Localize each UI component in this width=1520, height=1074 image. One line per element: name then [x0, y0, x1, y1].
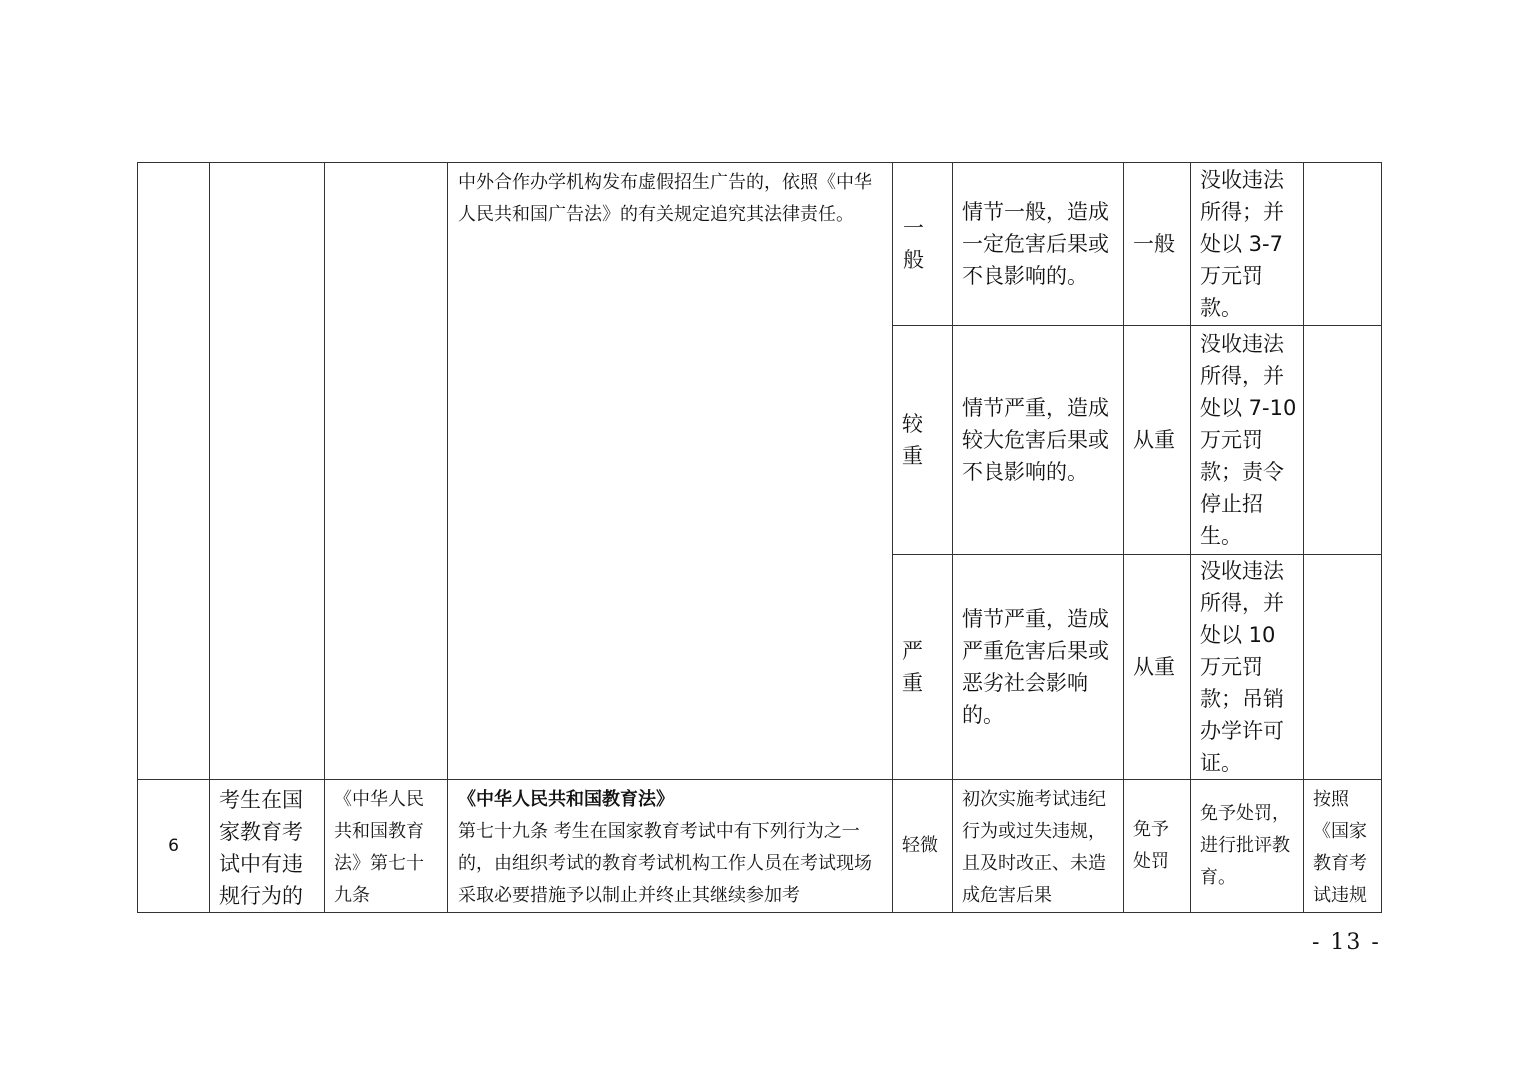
page-number: - 13 -	[1312, 930, 1381, 955]
penalty-text: 没收违法所得，并处以 10 万元罚款；吊销办学许可证。	[1191, 555, 1304, 780]
tier-label: 免予处罚	[1124, 780, 1191, 913]
legal-basis-text: 《中华人民共和国教育法》第七十九条	[325, 780, 448, 913]
penalty-text: 没收违法所得，并处以 7-10 万元罚款；责令停止招生。	[1191, 326, 1304, 555]
violation-cell-empty	[210, 163, 325, 780]
law-text: 第七十九条 考生在国家教育考试中有下列行为之一的，由组织考试的教育考试机构工作人员在考试现场采取必要措施予以制止并终止其继续参加考	[458, 821, 872, 906]
row-number: 6	[138, 780, 210, 913]
note-text: 按照《国家教育考试违规	[1304, 780, 1382, 913]
tier-label: 从重	[1124, 555, 1191, 780]
note-cell	[1304, 163, 1382, 326]
level-label: 较 重	[893, 326, 953, 555]
table-row	[138, 780, 1382, 913]
penalty-table	[137, 162, 1382, 913]
tier-label: 从重	[1124, 326, 1191, 555]
level-label: 轻微	[893, 780, 953, 913]
table-row	[138, 163, 1382, 326]
basis-cell-empty	[325, 163, 448, 780]
circumstance-text: 情节一般，造成一定危害后果或不良影响的。	[953, 163, 1124, 326]
number-cell-empty	[138, 163, 210, 780]
note-cell	[1304, 555, 1382, 780]
law-text: 中外合作办学机构发布虚假招生广告的，依照《中华人民共和国广告法》的有关规定追究其法律责任。	[458, 172, 872, 225]
circumstance-text: 初次实施考试违纪行为或过失违规，且及时改正、未造成危害后果	[953, 780, 1124, 913]
circumstance-text: 情节严重，造成严重危害后果或恶劣社会影响的。	[953, 555, 1124, 780]
violation-text: 考生在国家教育考试中有违规行为的	[210, 780, 325, 913]
law-title: 《中华人民共和国教育法》	[458, 789, 674, 810]
level-label: 一 般	[893, 163, 953, 326]
law-text-cell	[448, 163, 893, 780]
note-cell	[1304, 326, 1382, 555]
penalty-text: 没收违法所得；并处以 3-7 万元罚款。	[1191, 163, 1304, 326]
level-label: 严 重	[893, 555, 953, 780]
tier-label: 一般	[1124, 163, 1191, 326]
circumstance-text: 情节严重，造成较大危害后果或不良影响的。	[953, 326, 1124, 555]
penalty-text: 免予处罚，进行批评教育。	[1191, 780, 1304, 913]
law-text-cell	[448, 780, 893, 913]
